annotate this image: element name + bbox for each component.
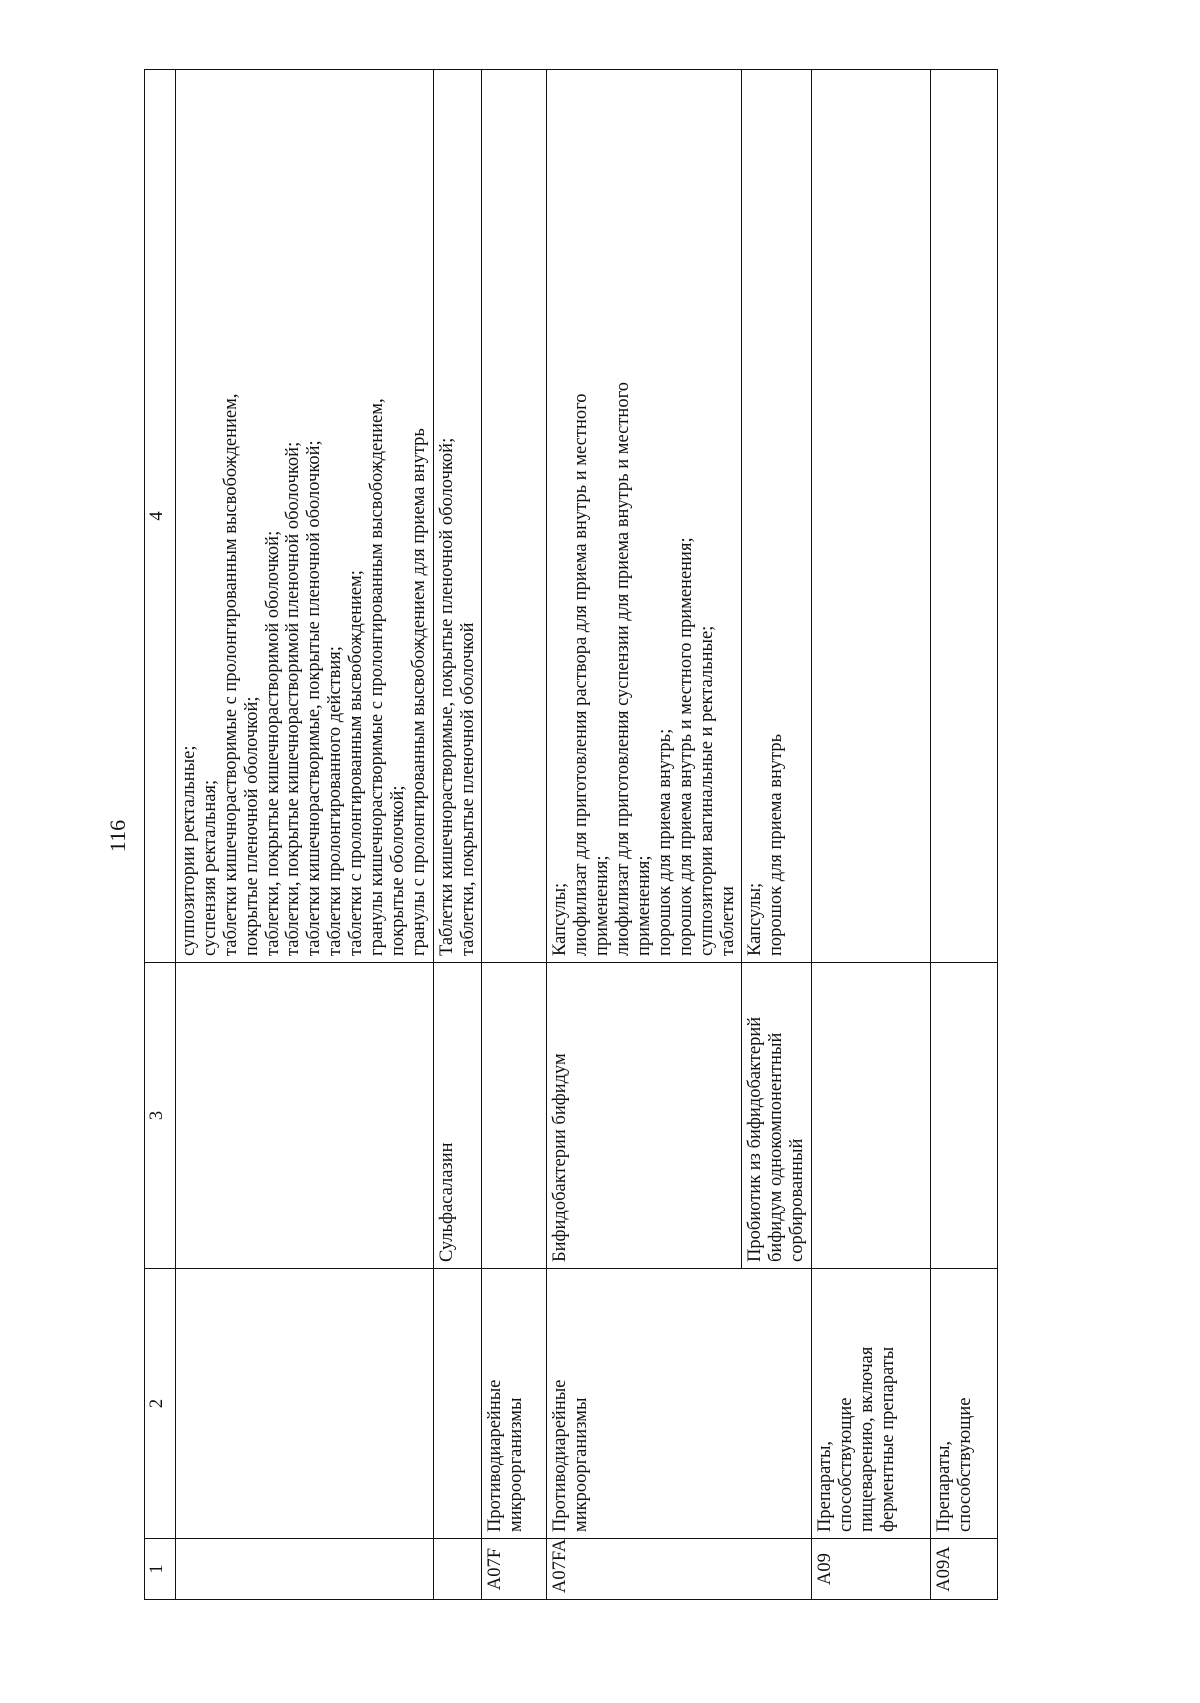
dosage-form: таблетки кишечнорастворимые с пролонгированным высвобождением, (220, 393, 241, 956)
group-name: способствующие (955, 1397, 976, 1532)
dosage-form: порошок для приема внутрь; (654, 728, 675, 956)
drug-name: бифидум однокомпонентный (766, 1032, 787, 1262)
cell-group (812, 1269, 931, 1539)
cell-drug (742, 963, 812, 1269)
group-name: Препараты, (815, 1440, 836, 1532)
group-name: ферментные препараты (877, 1346, 898, 1532)
dosage-form: порошок для приема внутрь и местного применения; (675, 537, 696, 956)
dosage-form: лиофилизат для приготовления раствора для приема внутрь и местного (571, 393, 592, 956)
cell-drug (433, 963, 482, 1269)
page-number: 116 (105, 819, 130, 853)
cell-group (176, 1269, 434, 1539)
dosage-form: применения; (634, 855, 655, 956)
dosage-form: суспензия ректальная; (199, 779, 220, 956)
dosage-form: покрытые оболочкой; (387, 785, 408, 956)
rotated-table-container (144, 70, 1049, 1600)
drug-name: Бифидобактерии бифидум (550, 1053, 571, 1262)
cell-group (433, 1269, 482, 1539)
dosage-form: таблетки, покрытые пленочной оболочкой (457, 622, 478, 956)
dosage-form: таблетки кишечнорастворимые, покрытые пленочной оболочкой; (304, 440, 325, 956)
dosage-form: гранулы кишечнорастворимые с пролонгированным высвобождением, (367, 398, 388, 956)
dosage-form: таблетки, покрытые кишечнорастворимой пленочной оболочкой; (283, 441, 304, 956)
cell-group (482, 1269, 547, 1539)
atc-code: A07F (482, 1539, 547, 1600)
header-row (145, 70, 176, 1600)
dosage-form: суппозитории вагинальные и ректальные; (696, 625, 717, 956)
atc-code: A09A (931, 1539, 998, 1600)
group-name: Противодиарейные (550, 1379, 571, 1532)
group-name: микроорганизмы (571, 1397, 592, 1532)
column-header-2: 2 (145, 1269, 176, 1539)
dosage-forms-list (179, 76, 430, 956)
drug-name: Пробиотик из бифидобактерий (745, 1016, 766, 1262)
dosage-form: лиофилизат для приготовления суспензии для приема внутрь и местного (613, 382, 634, 956)
cell-drug (482, 963, 547, 1269)
table-row-a09 (812, 70, 931, 1600)
cell-forms (812, 70, 931, 963)
cell-code (176, 1539, 434, 1600)
table-row-continuation (176, 70, 434, 1600)
dosage-form: Капсулы; (745, 882, 766, 956)
cell-forms (742, 70, 812, 963)
column-header-1: 1 (145, 1539, 176, 1600)
table-row-a07f (482, 70, 547, 1600)
atc-code: A07FA (547, 1539, 812, 1600)
dosage-form: покрытые пленочной оболочкой; (241, 696, 262, 956)
cell-group (547, 1269, 812, 1539)
dosage-form: применения; (592, 855, 613, 956)
cell-drug (547, 963, 742, 1269)
table-row-a07fa (547, 70, 742, 1600)
drug-table (144, 69, 998, 1600)
dosage-form: таблетки пролонгированного действия; (325, 646, 346, 956)
cell-forms (482, 70, 547, 963)
cell-forms (547, 70, 742, 963)
column-header-3: 3 (145, 963, 176, 1269)
drug-name: Сульфасалазин (436, 1142, 457, 1262)
table-row-sulfasalazine (433, 70, 482, 1600)
dosage-form: таблетки (717, 886, 738, 956)
cell-forms (176, 70, 434, 963)
cell-group (931, 1269, 998, 1539)
cell-drug (931, 963, 998, 1269)
cell-drug (812, 963, 931, 1269)
atc-code: A09 (812, 1539, 931, 1600)
dosage-form: таблетки с пролонгированным высвобождением; (346, 570, 367, 956)
dosage-form: Таблетки кишечнорастворимые, покрытые пленочной оболочкой; (436, 437, 457, 956)
group-name: микроорганизмы (506, 1397, 527, 1532)
group-name: пищеварению, включая (856, 1346, 877, 1532)
dosage-form: Капсулы; (550, 882, 571, 956)
cell-forms (931, 70, 998, 963)
drug-name: сорбированный (787, 1138, 808, 1262)
group-name: Препараты, (934, 1440, 955, 1532)
table-row-a09a (931, 70, 998, 1600)
dosage-form: суппозитории ректальные; (179, 745, 199, 956)
cell-code (433, 1539, 482, 1600)
dosage-form: гранулы с пролонгированным высвобождением для приема внутрь (408, 428, 429, 956)
group-name: Противодиарейные (485, 1379, 506, 1532)
column-header-4: 4 (145, 70, 176, 963)
group-name: способствующие (836, 1397, 857, 1532)
cell-drug (176, 963, 434, 1269)
cell-forms (433, 70, 482, 963)
dosage-form: таблетки, покрытые кишечнорастворимой оболочкой; (262, 530, 283, 956)
dosage-form: порошок для приема внутрь (766, 733, 787, 956)
